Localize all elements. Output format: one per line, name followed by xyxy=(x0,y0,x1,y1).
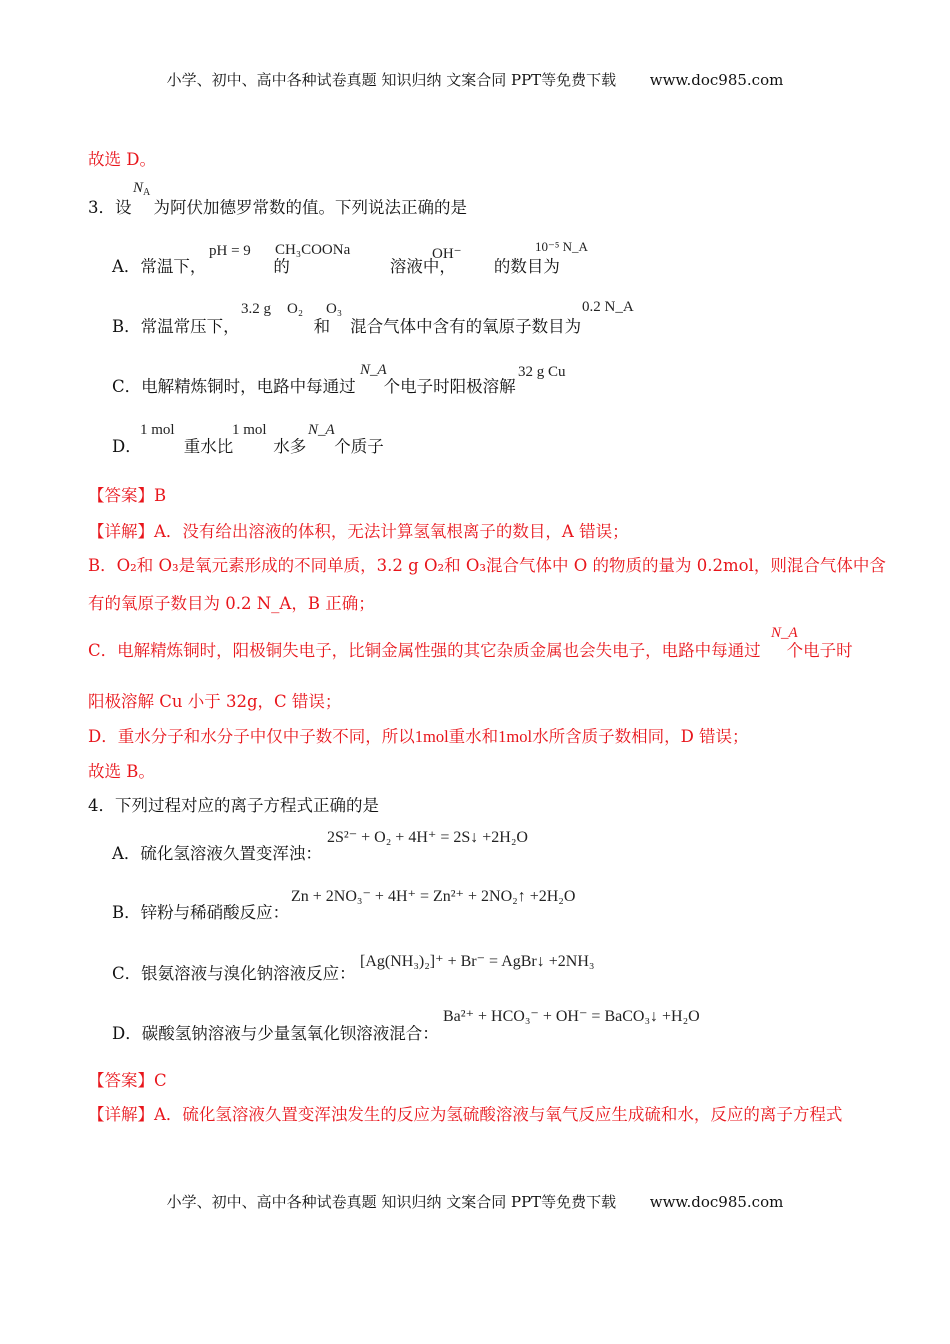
q4-answer: 【答案】C xyxy=(88,1071,167,1090)
prev-conclusion: 故选 D。 xyxy=(88,150,156,169)
q3-stem-prefix: 3．设 xyxy=(88,198,132,217)
q3-conclusion: 故选 B。 xyxy=(88,762,155,781)
q3-detail-c1-text: C．电解精炼铜时，阳极铜失电子，比铜金属性强的其它杂质金属也会失电子，电路中每通过 xyxy=(88,641,761,660)
q4-option-c-label: C．银氨溶液与溴化钠溶液反应： xyxy=(112,964,356,983)
footer-url: www.doc985.com xyxy=(649,1193,784,1211)
q3-option-b xyxy=(112,313,950,337)
q3-a-salt: CH₃COONa xyxy=(275,242,351,258)
q3-detail-c2: 阳极溶解 Cu 小于 32g，C 错误； xyxy=(88,692,342,711)
q3-b-mid1: 和 xyxy=(313,317,331,336)
q3-detail-a: 【详解】A．没有给出溶液的体积，无法计算氢氧根离子的数目，A 错误； xyxy=(88,522,629,541)
q3-detail-d-c: 水所含质子数相同，D 错误； xyxy=(532,727,749,746)
q3-d-mid2: 水多 xyxy=(273,437,307,456)
q4-detail-a: 【详解】A．硫化氢溶液久置变浑浊发生的反应为氢硫酸溶液与氧气反应生成硫和水，反应的离子方程式 xyxy=(88,1105,843,1124)
q3-na-formula: $N_A$ xyxy=(133,180,151,198)
header-text: 小学、初中、高中各种试卷真题 知识归纳 文案合同 PPT等免费下载 xyxy=(166,71,617,89)
q3-b-label: B．常温常压下， xyxy=(112,317,240,336)
q3-b-o2: O₂ xyxy=(287,301,304,317)
q3-a-mid3: 的数目为 xyxy=(493,257,560,276)
q3-answer: 【答案】B xyxy=(88,486,167,505)
q4-stem: 4．下列过程对应的离子方程式正确的是 xyxy=(88,796,379,815)
footer-text: 小学、初中、高中各种试卷真题 知识归纳 文案合同 PPT等免费下载 xyxy=(166,1193,617,1211)
q3-d-mol2: 1 mol xyxy=(232,422,267,438)
q3-stem xyxy=(88,194,950,218)
q3-detail-c-na: N_A xyxy=(771,625,798,641)
q3-c-label: C．电解精炼铜时，电路中每通过 xyxy=(112,377,356,396)
q3-a-mid1: 的 xyxy=(273,257,290,276)
q3-d-mid3: 个质子 xyxy=(334,437,384,456)
q4-option-b-label: B．锌粉与稀硝酸反应： xyxy=(112,903,290,922)
q3-d-label: D． xyxy=(112,437,142,456)
q3-a-mid2: 溶液中， xyxy=(389,257,456,276)
q3-detail-c1-tail: 个电子时 xyxy=(786,641,853,660)
q3-d-na: N_A xyxy=(308,422,335,438)
q3-detail-b1: B．O₂和 O₃是氧元素形成的不同单质，3.2 g O₂和 O₃混合气体中 O 的物质的量为 0.2mol，则混合气体中含 xyxy=(88,556,886,575)
q3-detail-d-a: D．重水分子和水分子中仅中子数不同，所以 xyxy=(88,727,415,746)
q3-a-oh: OH⁻ xyxy=(432,246,462,262)
q4-option-d-label: D．碳酸氢钠溶液与少量氢氧化钡溶液混合： xyxy=(112,1024,439,1043)
q3-b-num: 0.2 N_A xyxy=(582,299,634,315)
q3-b-o3: O₃ xyxy=(326,301,343,317)
q4-option-b-eq: Zn + 2NO₃⁻ + 4H⁺ = Zn²⁺ + 2NO₂↑ +2H₂O xyxy=(291,888,576,905)
q3-detail-b2: 有的氧原子数目为 0.2 N_A，B 正确； xyxy=(88,594,375,613)
q3-a-ph: pH = 9 xyxy=(209,243,251,259)
q3-detail-d-mol2: 1mol xyxy=(498,727,533,746)
q3-d-mid1: 重水比 xyxy=(183,437,234,456)
q3-stem-suffix: 为阿伏加德罗常数的值。下列说法正确的是 xyxy=(153,198,467,217)
q3-c-cu: 32 g Cu xyxy=(518,364,566,380)
page-footer xyxy=(0,1191,950,1212)
q3-detail-d-b: 重水和 xyxy=(448,727,499,746)
q3-a-num: 10⁻⁵ N_A xyxy=(535,239,588,254)
q3-b-mid2: 混合气体中含有的氧原子数目为 xyxy=(350,317,582,336)
q3-detail-d xyxy=(88,723,950,747)
header-url: www.doc985.com xyxy=(649,71,784,89)
q4-option-d-eq: Ba²⁺ + HCO₃⁻ + OH⁻ = BaCO₃↓ +H₂O xyxy=(443,1008,700,1025)
q3-detail-c1 xyxy=(88,637,950,661)
q3-b-mass: 3.2 g xyxy=(241,301,271,317)
q3-d-mol1: 1 mol xyxy=(140,422,175,438)
page-header xyxy=(0,69,950,90)
q3-c-mid1: 个电子时阳极溶解 xyxy=(383,377,516,396)
q3-a-label: A．常温下， xyxy=(112,257,207,276)
q4-option-a-eq: 2S²⁻ + O₂ + 4H⁺ = 2S↓ +2H₂O xyxy=(327,829,528,846)
q4-option-a-label: A．硫化氢溶液久置变浑浊： xyxy=(112,844,322,863)
q3-c-na: N_A xyxy=(360,362,387,378)
q3-detail-d-mol1: 1mol xyxy=(414,727,449,746)
q4-option-c-eq: [Ag(NH₃)₂]⁺ + Br⁻ = AgBr↓ +2NH₃ xyxy=(360,953,595,970)
